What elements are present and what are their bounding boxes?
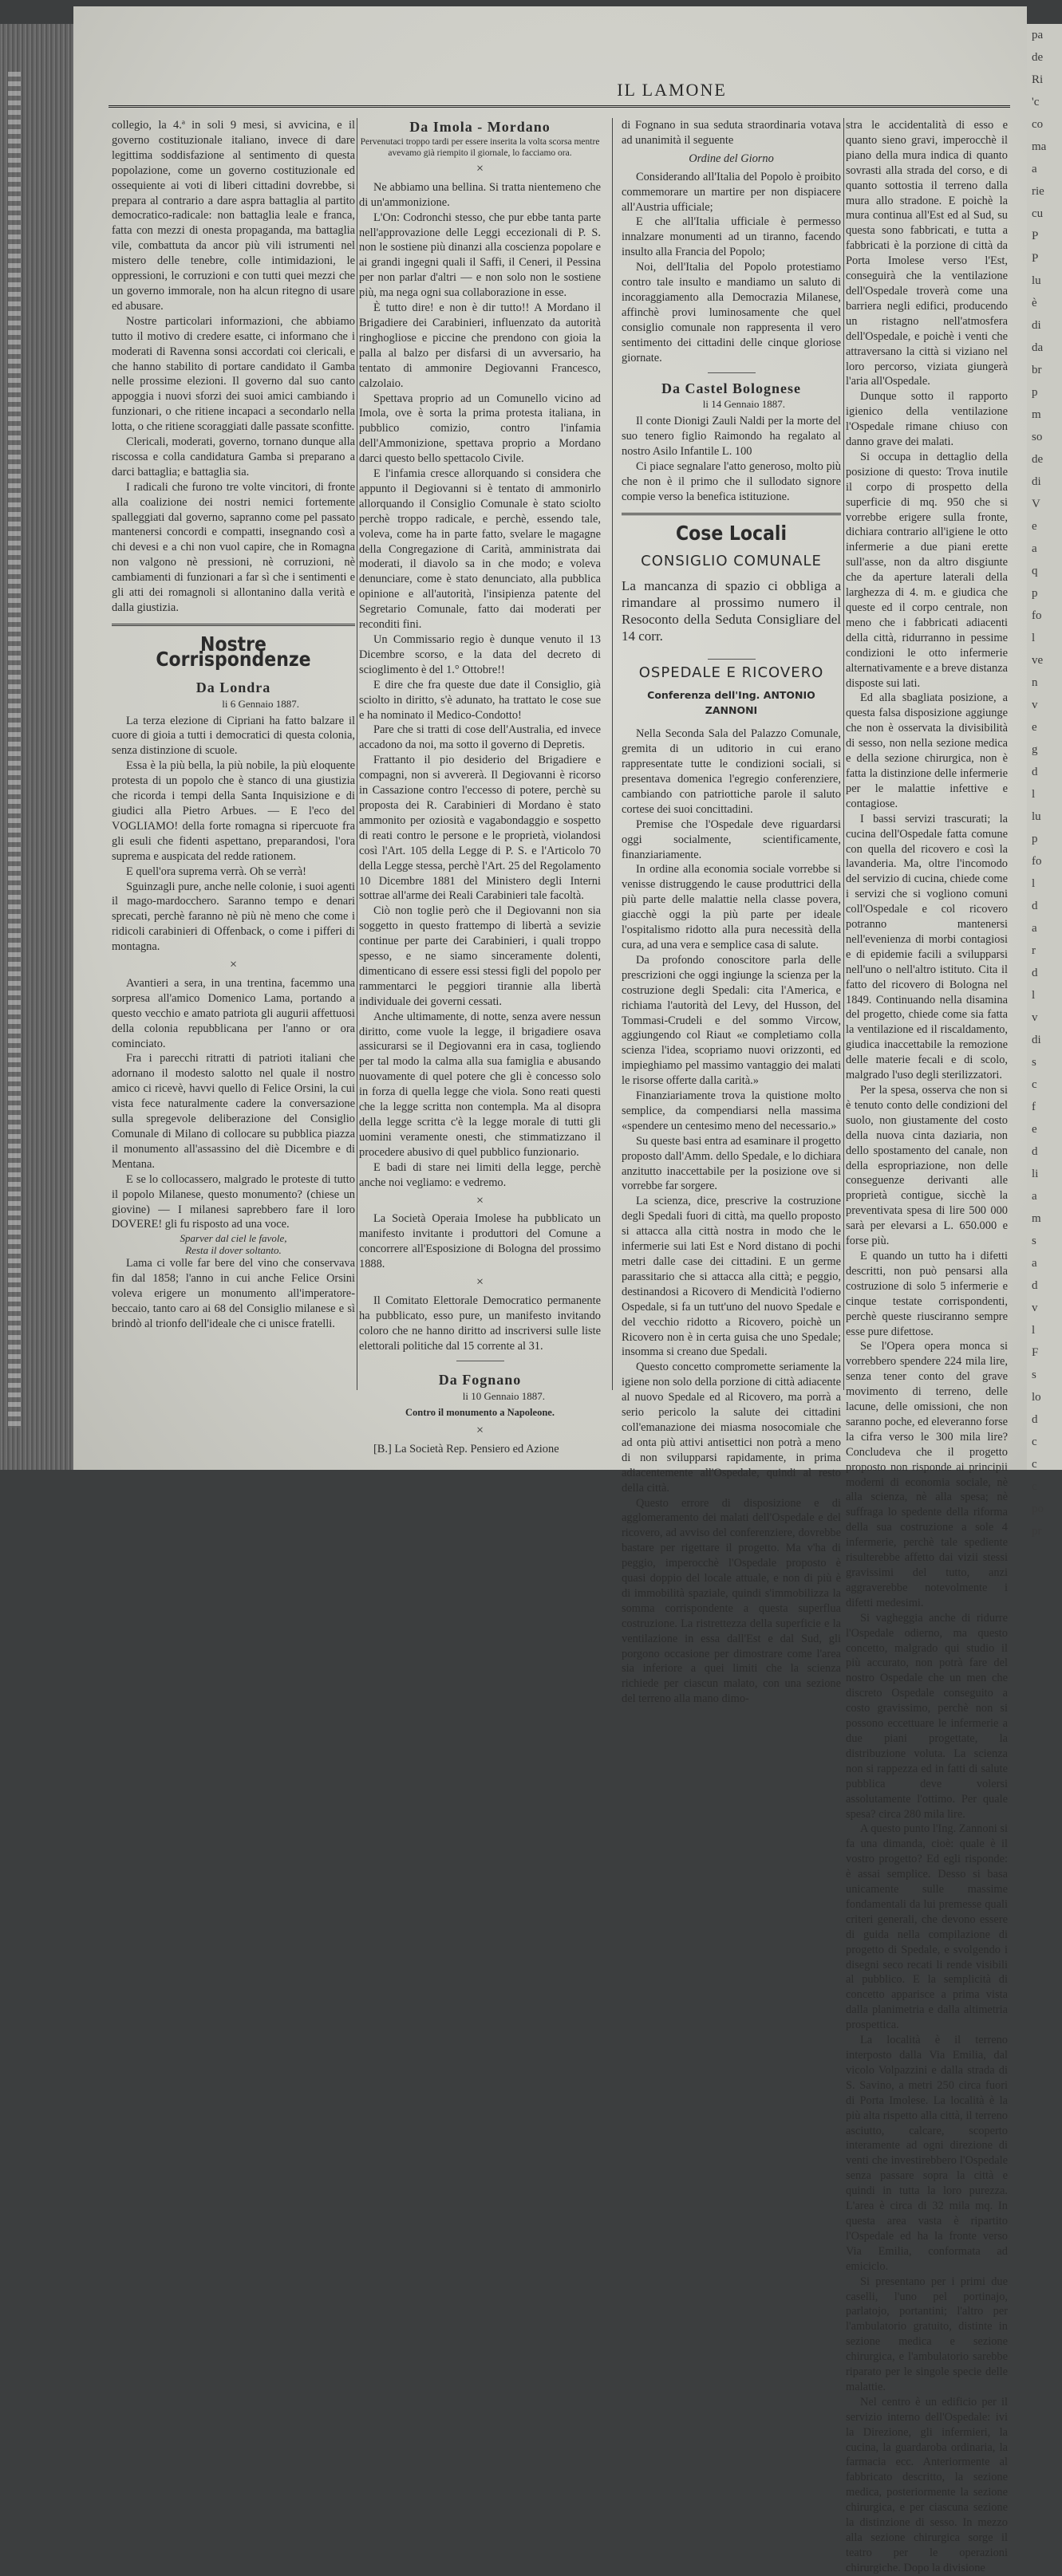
adjacent-page-text: a (1032, 922, 1037, 935)
adjacent-page-text: P (1032, 252, 1039, 265)
adjacent-page-text: e (1032, 1123, 1037, 1136)
paragraph: L'On: Codronchi stesso, che pur ebbe tanta parte nell'approvazione delle Leggi eccezionali di P. S. non le sostiene più dinanzi alla coscienza popolare e ai grandi ingegni quali il Saffi, il Ceneri, il Pessina per non parlar d'altri — e non solo non le sostiene più, ma nega ogni sua collaborazione in esse. (359, 211, 601, 300)
paragraph: Il conte Dionigi Zauli Naldi per la morte del suo tenero figlio Raimondo ha regalato al nostro Asilo Infantile L. 100 (622, 415, 841, 459)
separator-cross: × (476, 1193, 484, 1207)
separator-cross: × (476, 161, 484, 175)
column-rule (612, 118, 613, 1390)
adjacent-page-text: lu (1032, 810, 1041, 823)
paragraph: Ed alla sbagliata posizione, a questa falsa disposizione aggiunge che non è osservata la divisibilità di sesso, non nella sezione medica e della sezione chirurgica, non è fatta la distinzione delle infermerie per le malattie infettive e contagiose. (846, 691, 1008, 810)
separator-cross: × (229, 958, 238, 972)
paragraph: E che all'Italia ufficiale è permesso innalzare monumenti ad un tiranno, facendo insulto alla Francia del Popolo; (622, 215, 841, 259)
paragraph: E quell'ora suprema verrà. Oh se verrà! (126, 865, 306, 878)
adjacent-page-text: di (1032, 475, 1041, 488)
article-body (112, 714, 355, 955)
order-title: Ordine del Giorno (689, 152, 774, 165)
adjacent-page-text: f (1032, 1101, 1036, 1113)
adjacent-page-fragment (1027, 24, 1062, 1538)
header-rule (109, 105, 1010, 108)
paragraph: Fra i parecchi ritratti di patrioti italiani che adornano il modesto salotto nel quale il nostro amico ci ricevè, havvi quello di Felice Orsini, la cui vista fece naturalmente cadere la conversazione sulla spregevole deliberazione del Consiglio Comunale di Milano di collocare su pubblica piazza il monumento all'assassino del diè Dicembre e di Mentana. (112, 1052, 355, 1171)
paragraph: Noi, dell'Italia del Popolo protestiamo contro tale insulto e mandiamo un saluto di incoraggiamento alla Democrazia Milanese, affinchè provi luminosamente che quel consiglio comunale non rappresenta il vero sentimento dei cittadini delle cinque gloriose giornate. (622, 261, 841, 364)
adjacent-page-text: p (1032, 833, 1038, 845)
paragraph: E badi di stare nei limiti della legge, perchè anche noi vegliamo: e vedremo. (359, 1160, 601, 1189)
paragraph: Si occupa in dettaglio della posizione di questo: Trova inutile il corpo di prospetto della superficie di mq. 950 che si vorrebbe erigere sulla fronte, dichiara contrario all'igiene le otto infermerie a due piani erette sull'asse, non da altro disgiunte che da aperture laterali della larghezza di 4. m. e giudica che queste ed il corpo centrale, non meno che i fabbricati adiacenti della città, ridurranno in pessime condizioni le otto infermerie alternativamente e a breve distanza disposte sui lati. (846, 450, 1008, 690)
subtitle: Conferenza dell'Ing. ANTONIO ZANNONI (647, 689, 815, 717)
dateline: li 14 Gennaio 1887. (702, 398, 785, 411)
separator-cross: × (476, 1424, 484, 1438)
section-rule (622, 513, 841, 515)
adjacent-page-text: l (1032, 1324, 1036, 1337)
adjacent-page-text: d (1032, 1145, 1038, 1158)
adjacent-page-text: p (1032, 587, 1038, 600)
paragraph: Clericali, moderati, governo, tornano dunque alla riscossa e colla candidatura Gamba si preparano a darci battaglia; e battaglia sia. (112, 435, 355, 479)
adjacent-page-text: rie (1032, 185, 1044, 198)
article-body (622, 170, 841, 366)
adjacent-page-text: n (1032, 676, 1038, 689)
paragraph: Il Comitato Elettorale Democratico permanente ha pubblicato, esso pure, un manifesto invitando coloro che ne hanno diritto ad inscriversi sulle liste elettorali politiche dal 15 corrente al 31. (359, 1294, 601, 1353)
paragraph: Questo errore di disposizione e di agglomeramento dei malati dell'Ospedale e del ricovero, ad avviso del conferenziere, dovrebbe bastare per rigettare il progetto. Ma v'ha di peggio, imperocchè l'Ospedale proposto è quasi doppio del locale attuale, e non di più è di immobilità spaziale, quindi s'immobilizza la somma corrispondente a questa superflua costruzione. La ristrettezza della superficie e la ventilazione in essa dall'Est e dal Sud, gli porgono occasione per dimostrare come l'area sia inferiore a quei limiti che la scienza richiede per ciascun malato, con una sezione del terreno alla mano dimo- (622, 1496, 841, 1706)
article-title: Da Fognano (438, 1371, 522, 1388)
adjacent-page-text: da (1032, 341, 1044, 354)
section-rule (112, 624, 355, 626)
adjacent-page-text: e (1032, 520, 1037, 533)
adjacent-page-text: m (1032, 1212, 1041, 1225)
adjacent-page-text: p (1032, 386, 1038, 399)
paragraph: Si vagheggia anche di ridurre l'Ospedale odierno, ma questo concetto, malgrado qui studio il più accurato, non potrà fare del nostro Ospedale che un men che discreto Ospedale conseguito a costo gravissimo, perchè non si possono eccettuare le infermerie a due piani progettate, la distribuzione voluta. La scienza non si rappezza ed in fatti di salute pubblica deve volersi assolutamente l'ottimo. Per quale spesa? circa 280 mila lire. (846, 1611, 1008, 1821)
paragraph: Dunque sotto il rapporto igienico della ventilazione l'Ospedale rimane chiuso con danno grave dei malati. (846, 390, 1008, 449)
paragraph: La Società Operaia Imolese ha pubblicato un manifesto invitante i produttori del Comune a concorrere all'Esposizione di Bologna del prossimo 1888. (359, 1212, 601, 1271)
article-continuation (622, 118, 841, 148)
adjacent-page-text: l (1032, 877, 1036, 890)
paragraph: È tutto dire! e non è dir tutto!! A Mordano il Brigadiere dei Carabinieri, influenzato da autorità ringhogliose e piccine che prendono con gioia la palla al balzo per disfarsi di un avversario, ha tentato di ammonire Degiovanni Francesco, calzolaio. (359, 301, 601, 390)
adjacent-page-text: d (1032, 1279, 1038, 1292)
paragraph: E l'infamia cresce allorquando si considera che appunto il Degiovanni si è tentato di ammonirlo allorquando il Consiglio Comunale è stato sciolto perchè troppo radicale, e perchè, essendo tale, voleva, come ha in parte fatto, svelare le magagne della Congregazione di Carità, amministrata dai moderati, il diavolo sa in che modo; e voleva denunciare, come è stato denunciato, alla pubblica opinione e all'autorità, l'insipienza patente del Segretario Comunale, fatto dai moderati per reconditi fini. (359, 467, 601, 632)
article-continuation (112, 118, 355, 616)
adjacent-page-text: d (1032, 766, 1038, 778)
adjacent-page-text: ma (1032, 140, 1047, 153)
editorial-note: Pervenutaci troppo tardi per essere inserita la volta scorsa mentre avevamo già riempito il giornale, lo facciamo ora. (360, 136, 600, 158)
book-spine-edge (0, 24, 73, 1470)
article-body (622, 727, 841, 1707)
adjacent-page-text: l (1032, 989, 1036, 1002)
adjacent-page-text: lo (1032, 1391, 1041, 1404)
paragraph: [B.] La Società Rep. Pensiero ed Azione (373, 1443, 559, 1456)
column-2 (359, 118, 601, 1456)
paragraph: Essa è la più bella, la più nobile, la più eloquente protesta di un popolo che è stanco di una giustizia che ricorda i tempi della Santa Inquisizione e di giudici alla Pietro Arbues. — E l'eco del VOGLIAMO! della forte romagna si ripercuote fra gli esuli che fidenti aspettano, preparandosi, l'ora suprema e auspicata del redde rationem. (112, 759, 355, 863)
motto (112, 1232, 355, 1256)
adjacent-page-text: pa (1032, 29, 1044, 41)
paragraph: Un Commissario regio è dunque venuto il 13 Dicembre scorso, e la data del decreto di scioglimento è del 1.° Ottobre!! (359, 633, 601, 676)
adjacent-page-text: fo (1032, 855, 1042, 868)
adjacent-page-text: s (1032, 1369, 1036, 1381)
paragraph: stra le accidentalità di esso e quanto sieno gravi, imperocchè il piano della mura indica di quanto sovrasti alla strada del corso, e di quanto sottostia il terreno dalla mura allo stradone. E poichè la mura continua all'Est ed al Sud, su questa sono fabbricati, e tutta a fabbricati è la porzione di città da Porta Imolese verso l'Est, conseguirà che la ventilazione dell'Ospedale troverà come una barriera negli edifici, producendo un ristagno nell'atmosfera dell'Ospedale, e poichè i venti che attraversano la città si viziano nel loro percorso, viziata giungerà l'aria all'Ospedale. (846, 119, 1008, 388)
article-body (622, 414, 841, 504)
adjacent-page-text: è (1032, 297, 1037, 309)
adjacent-page-text: co (1032, 118, 1044, 131)
paragraph: Se l'Opera opera monca si vorrebbero spendere 224 mila lire, senza tener conto del grave movimento di terreno, delle lacune, delle omissioni, che non saranno poche, ed eleveranno forse la cifra verso le 300 mila lire? Concludeva che il progetto proposto non risponde ai principii moderni di economia sociale, nè alla scienza, nè alla spesa; nè suffraga lo spedente della riforma della sua costruzione a sole 4 infermerie, perchè tale spediente risulterebbe affetto dai vizii stessi gravissimi del tutto, anzi aggraverebbe notevolmente i difetti medesimi. (846, 1340, 1008, 1609)
binding-pattern (8, 72, 21, 1428)
adjacent-page-text: g (1032, 743, 1038, 756)
paragraph: La scienza, dice, prescrive la costruzione degli Spedali fuori di città, ma quello proposto si attacca alla città nostra in modo che le infermerie sui lati Est e Nord distano di pochi metri dalle case dei cittadini. E un germe parassitario che si attacca alla città; e peggio, destinandosi a Ricovero di Mendicità l'odierno Ospedale, si fa un tutt'uno del nuovo Spedale e del vecchio ridotto a Ricovero, poichè un Ricovero non è in certa guisa che uno Spedale; insomma si creano due Spedali. (622, 1195, 841, 1359)
adjacent-page-text: br (1032, 364, 1042, 376)
adjacent-page-text: c (1032, 1436, 1037, 1448)
paragraph: I radicali che furono tre volte vincitori, di fronte alla coalizione dei nostri nemici fortemente spalleggiati dal governo, sapranno come pel passato mantenersi concordi e compatti, insegnando così a chi devesi e a chi non vuol capire, che in Romagna non valgono nè pressioni, nè corruzioni, nè cambiamenti di funzionari a far sì che i sentimenti e gli atti dei romagnoli si allontanino dalla verità e dalla giustizia. (112, 480, 355, 614)
dateline: li 10 Gennaio 1887. (462, 1389, 545, 1402)
adjacent-page-text: c (1032, 1480, 1037, 1493)
subsection-title: OSPEDALE E RICOVERO (638, 664, 824, 681)
newspaper-page (73, 6, 1027, 2574)
article-body (112, 1256, 355, 1332)
adjacent-page-text: a (1032, 163, 1037, 175)
adjacent-page-text: po (1032, 1503, 1044, 1515)
adjacent-page-text: li (1032, 1168, 1039, 1180)
paragraph: Pare che si tratti di cose dell'Australia, ed invece accadono da noi, ma sotto il governo di Depretis. (359, 723, 601, 752)
paragraph: Anche ultimamente, di notte, senza avere nessun diritto, come vuole la legge, il brigadiere osava assicurarsi se il Degiovanni era in casa, togliendo per tal modo la calma alla sua famiglia e abusando nuovamente di quel potere che gli è concesso solo in forza di quella legge che viola. Sono reati questi che la legge scritta non contempla. Ma al disopra della legge scritta c'è la legge morale di tutti gli uomini veramente onesti, che stimmatizzano il procedere abusivo di quel pubblico funzionario. (359, 1010, 601, 1159)
adjacent-page-text: a (1032, 1257, 1037, 1270)
paragraph: Per la spesa, osserva che non si è tenuto conto delle condizioni del suolo, non giustamente del costo della nuova cinta daziaria, non dello spostamento del canale, non della espropriazione, non delle conseguenze derivanti alle proprietà contigue, sicchè la preventivata spesa di lire 500 000 sarà per elevarsi a L. 650.000 e forse più. (846, 1084, 1008, 1248)
subtitle: Contro il monumento a Napoleone. (405, 1407, 555, 1419)
paragraph: Ne abbiamo una bellina. Si tratta nientemeno che di un'ammonizione. (359, 180, 601, 209)
article-title: Da Castel Bolognese (661, 380, 801, 396)
adjacent-page-text: a (1032, 1190, 1037, 1203)
paragraph: di Fognano in sua seduta straordinaria votava ad unanimità il seguente (622, 119, 841, 147)
paragraph: La località è il terreno interposto dalla Via Emilia, dal vicolo Volpazzini e dalla strada di S. Savino, a metri 250 circa fuori di Porta Imolese. La località è la più alta rispetto alla città, il terreno asciutto, calcare, scoperto interamente ad ogni direzione di venti che investirebbero l'Ospedale senza passare sopra la città e quindi in tutta la loro purezza. L'area è circa di 32 mila mq. In questa area vasta è ripartito l'Ospedale ed ha la fronte verso Via Emilia, conformata ad emiciclo. (846, 2034, 1008, 2273)
paragraph: In ordine alla economia sociale vorrebbe si venisse distruggendo le cause produttrici della più parte delle malattie nella classe povera, giacchè oggi la più parte per ideale l'ospitalismo ridotto alla pura necessità della cura, ad una vera e semplice casa di salute. (622, 863, 841, 951)
paragraph: Si presentano per i primi due caselli, l'uno pel portinajo, parlatojo, portantini; l'altro per l'ambulatorio gratuito, distinte in sezione medica e sezione chirurgica, e l'ambulatorio sarebbe riparato per le singole specie delle malattie. (846, 2275, 1008, 2393)
column-1 (112, 118, 355, 1390)
adjacent-page-text: e (1032, 721, 1037, 734)
adjacent-page-text: di (1032, 319, 1041, 332)
adjacent-page-text: s (1032, 1235, 1036, 1247)
column-3 (622, 118, 841, 1706)
paragraph: La terza elezione di Cipriani ha fatto balzare il cuore di gioia a tutti i democratici di questa colonia, senza distinzione di scuole. (112, 714, 355, 758)
adjacent-page-text: v (1032, 699, 1038, 711)
paragraph: Premise che l'Ospedale deve riguardarsi oggi socialmente, scientificamente, finanziariamente. (622, 817, 841, 861)
adjacent-page-text: m (1032, 408, 1041, 421)
adjacent-page-text: pr (1032, 1525, 1042, 1538)
masthead: IL LAMONE (617, 80, 727, 100)
article-title: Da Londra (195, 679, 271, 695)
dateline: li 6 Gennaio 1887. (222, 697, 299, 710)
paragraph: Ciò non toglie però che il Degiovanni non sia soggetto in questo frattempo di libertà a sevizie continue per parte dei Carabinieri, i quali troppo spesso, e ne siamo sinceramente dolenti, dimenticano di essere essi stessi figli del popolo per rammentarci le peggiori tirannie alla libertà individuale dei governi cessati. (359, 904, 601, 1008)
paragraph: Da profondo conoscitore parla delle prescrizioni che oggi ingiunge la scienza per la costruzione degli Spedali: cita l'America, e richiama l'autorità del Levy, del Husson, del Tommasi-Crudeli e del sommo Vircow, aggiungendo col Riaut «e completiamo colla scienza l'idea, scopriamo nuovi orizzonti, ed impieghiamo pel massimo vantaggio dei malati le risorse offerte dalla carità.» (622, 953, 841, 1088)
section-title: Nostre Corrispondenze (156, 632, 311, 671)
paragraph: Sguinzagli pure, anche nelle colonie, i suoi agenti il mago-mardocchero. Saranno tempo e denari sprecati, perchè faranno nè più nè meno che come i ridicoli carabinieri di Offenback, o come i pifferi di montagna. (112, 880, 355, 954)
adjacent-page-text: Ri (1032, 73, 1044, 86)
adjacent-page-text: fo (1032, 609, 1042, 622)
adjacent-page-text: 'c (1032, 96, 1040, 108)
subsection-title: CONSIGLIO COMUNALE (641, 552, 822, 569)
adjacent-page-text: de (1032, 51, 1044, 64)
paragraph: Ci piace segnalare l'atto generoso, molto più che non è il primo che il sullodato signore compie verso la benefica istituzione. (622, 460, 841, 503)
adjacent-page-text: l (1032, 632, 1036, 644)
adjacent-page-text: c (1032, 1078, 1037, 1091)
adjacent-page-text: d (1032, 967, 1038, 979)
paragraph: Avantieri a sera, in una trentina, facemmo una sorpresa all'amico Domenico Lama, portando a questo vecchio e amato patriota gli augurii affettuosi della colonia repubblicana per l'anno or ora cominciato. (112, 976, 355, 1050)
paragraph: E dire che fra queste due date il Consiglio, già sciolto in diritto, s'è adunato, ha trattato le cose sue e ha nominato il Medico-Condotto! (359, 678, 601, 722)
adjacent-page-text: s (1032, 1056, 1036, 1069)
separator-cross: × (476, 1275, 484, 1290)
adjacent-page-text: de (1032, 453, 1044, 466)
short-rule (708, 372, 756, 373)
adjacent-page-text: q (1032, 565, 1038, 577)
adjacent-page-text: di (1032, 1034, 1041, 1046)
adjacent-page-text: lu (1032, 274, 1041, 287)
adjacent-page-text: ve (1032, 654, 1044, 667)
paragraph: Considerando all'Italia del Popolo è proibito commemorare un martire per non dispiacere all'Austria ufficiale; (622, 170, 841, 214)
paragraph: Questo concetto compromette seriamente la igiene non solo della porzione di città adiacente al nuovo Spedale ed al Ricovero, ma porrà a serio pericolo la salute dei cittadini coll'emanazione dei miasma nosocomiale che ad onta più attivi antisettici non potrà a meno di non svilupparsi rapidamente, in prima adiacentemente all'Ospedale, quindi al resto della città. (622, 1361, 841, 1495)
adjacent-page-text: a (1032, 542, 1037, 555)
paragraph: Su queste basi entra ad esaminare il progetto proposto dall'Amm. dello Spedale, e lo dichiara anzitutto inaccettabile per la posizione ove si vorrebbe far sorgere. (622, 1134, 841, 1193)
paragraph: Lama ci volle far bere del vino che conservava fin dal 1858; l'anno in cui anche Felice Orsini voleva erigere un monumento all'imperatore-beccaio, tanto caro ai 68 del Consiglio milanese e sì brindò al trionfo dell'ideale che ci unisce fratelli. (112, 1257, 355, 1330)
article-body (359, 180, 601, 1191)
adjacent-page-text: cu (1032, 207, 1044, 220)
motto-line: Resta il dover soltanto. (185, 1244, 282, 1257)
paragraph: A questo punto l'Ing. Zannoni si fa una dimanda, cioè: quale è il vostro progetto? Ed egli risponde: è assai semplice. Desso si basa unicamente sulle massime fondamentali da lui premesse quali criteri generali, che devono essere di guida nella compilazione di progetto di Spedale, e svolgendo i disegni seco recati li rende visibili al pubblico. E la semplicità di concetto apparisce a prima vista dalla planimetria e dalla altimetria prospettica. (846, 1822, 1008, 2032)
adjacent-page-text: d (1032, 1413, 1038, 1426)
adjacent-page-text: v (1032, 1302, 1038, 1314)
adjacent-page-text: F (1032, 1346, 1039, 1359)
article-body (359, 1211, 601, 1272)
adjacent-page-text: so (1032, 431, 1043, 443)
adjacent-page-text: l (1032, 788, 1036, 801)
article-title: Da Imola - Mordano (409, 119, 551, 135)
paragraph: Frattanto il pio desiderio del Brigadiere e compagni, non si avvererà. Il Degiovanni è ricorso in Cassazione contro l'eccesso di potere, perchè su proposta dei R. Carabinieri di Mordano è stato ammonito per oziosità e vagabondaggio e sospetto di reati contro le persone e le proprietà, violandosi così l'Art. 105 della Legge di P. S. e l'Articolo 70 della Legge stessa, perchè l'Art. 25 del Regolamento 10 Dicembre 1881 del Ministero degli Interni sottrae all'arme dei Reali Carabinieri tale facoltà. (359, 754, 601, 903)
notice: La mancanza di spazio ci obbliga a rimandare al prossimo numero il Resoconto della Seduta Consigliare del 14 corr. (622, 577, 841, 644)
short-rule (708, 659, 756, 660)
article-body (112, 976, 355, 1232)
paragraph: Finanziariamente trova la quistione molto semplice, da compendiarsi nella massima «spendere un centesimo meno del necessario.» (622, 1089, 841, 1132)
column-4 (846, 118, 1008, 2574)
section-title: Cose Locali (675, 521, 788, 545)
paragraph: collegio, la 4.ª in soli 9 mesi, si avvicina, e il governo costituzionale italiano, invece di dare legittima soddisfazione al sentimento di questa popolazione, come un governo costituzionale ed ossequiente ai voti di liberi cittadini dovrebbe, si prepara al contrario a dare aspra battaglia al partito democratico-radicale: non battaglia leale e franca, fatta con mezzi di onesta propaganda, ma battaglia vile, combattuta da ancor più vili istrumenti nel mistero delle tenebre, colle intimidazioni, le oppressioni, le corruzioni e con tutti quei mezzi che un governo immorale, non ha alcun ritegno di usare ed abusare. (112, 119, 355, 313)
article-body (359, 1294, 601, 1354)
paragraph: Spettava proprio ad un Comunello vicino ad Imola, ove è sorta la prima protesta italiana, in pubblico comizio, contro l'infamia dell'Ammonizione, spettava proprio a Mordano darci questo bello spettacolo Civile. (359, 392, 601, 466)
adjacent-page-text: P (1032, 230, 1039, 242)
paragraph: E se lo collocassero, malgrado le proteste di tutto il popolo Milanese, questo monumento? (chiese un giovine) — I milanesi saprebbero fare il loro DOVERE! gli fu risposto ad una voce. (112, 1172, 355, 1231)
column-rule (843, 118, 844, 1390)
motto-line: Sparver dal ciel le favole, (180, 1232, 287, 1245)
paragraph: I bassi servizi trascurati; la cucina dell'Ospedale fatta comune con quella del ricovero e così la lavanderia. Ma, oltre l'incomodo del servizio di cucina, chiede come i servizi che si vogliono comuni coll'Ospedale e col ricovero potranno mantenersi nell'evenienza di morbi contagiosi e di epidemie facili a svilupparsi nell'uno o nell'altro istituto. Cita il fatto del ricovero di Bologna nel 1849. Continuando nella disamina del progetto, chiede come sia fatta la ventilazione ed il riscaldamento, giudica inaccettabile la remozione delle materie fecali e di scolo, malgrado l'uso degli sterilizzatori. (846, 812, 1008, 1082)
adjacent-page-text: c (1032, 1458, 1037, 1471)
paragraph: Nostre particolari informazioni, che abbiamo tutto il motivo di credere esatte, ci informano che i moderati di Ravenna sonsi accordati coi clericali, e che hanno stabilito di portare candidato il Gamba nelle prossime elezioni. Il governo dal suo canto appoggia i nuovi sforzi dei suoi amici cambiando i funzionari, o che ritiene incapaci a secondarlo nella lotta, o che ritiene scoraggiati dalle passate sconfitte. (112, 314, 355, 434)
adjacent-page-text: v (1032, 1011, 1038, 1024)
article-body (846, 118, 1008, 2576)
paragraph: Nel centro è un edificio per il servizio interno dell'Ospedale: ivi la Direzione, gli infermieri, la cucina, la guardaroba ordinaria, la farmacia ecc. Anteriormente al fabbricato descritto, la sezione medica, posteriormente la sezione chirurgica, e per ciascuna sezione la distinzione di sesso. In mezzo alla sezione chirurgica sorge il teatro per le operazioni chirurgiche. Dopo la divisione (846, 2395, 1008, 2574)
adjacent-page-text: d (1032, 900, 1038, 912)
adjacent-page-text: V (1032, 498, 1040, 510)
adjacent-page-text: r (1032, 944, 1036, 957)
paragraph: E quando un tutto ha i difetti descritti, non può pensarsi alla costruzione di solo 5 infermerie e cinque testate corrispondenti, perchè queste riusciranno sempre esse pure difettose. (846, 1249, 1008, 1338)
paragraph: Nella Seconda Sala del Palazzo Comunale, gremita di un uditorio in cui erano rappresentate tutte le condizioni sociali, si presentava domenica l'egregio conferenziere, cambiando con patriottiche parole il saluto cortese dei suoi concittadini. (622, 727, 841, 816)
